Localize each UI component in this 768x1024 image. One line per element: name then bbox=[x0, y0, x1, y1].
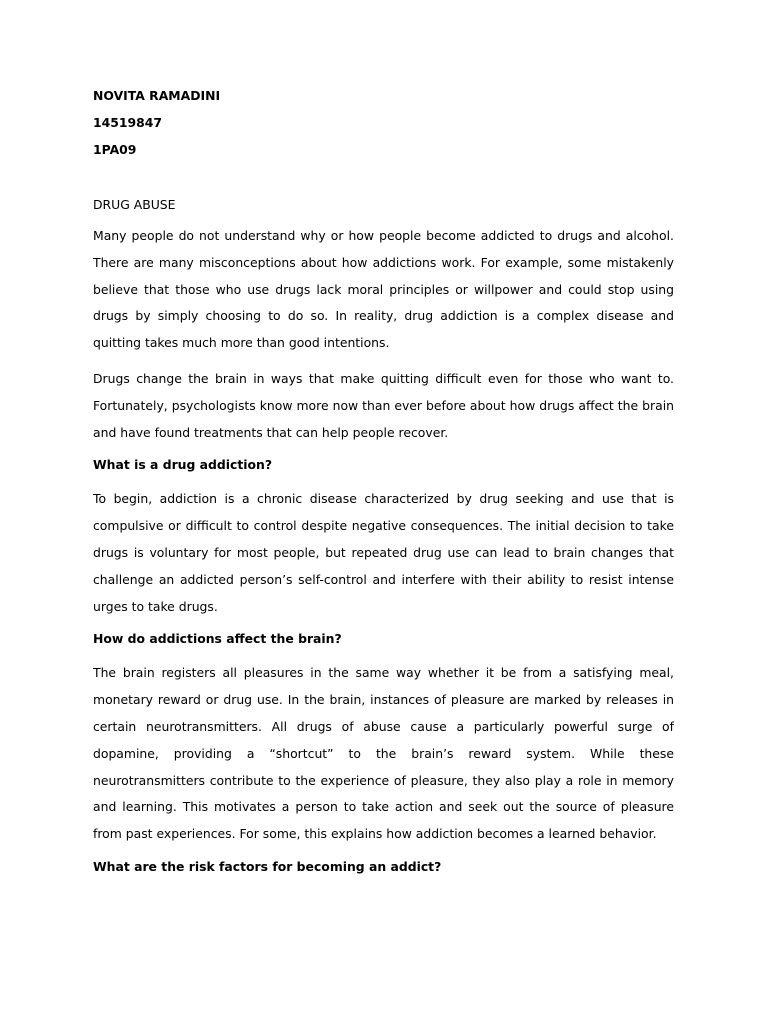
section-paragraph: The brain registers all pleasures in the same way whether it be from a satisfying meal, monetary reward or drug use. In the brain, instances of pleasure are marked by releases in certain neurotransmitters. All drugs of abuse cause a particularly powerful surge of dopamine, providing a “shortcut” to the brain’s reward system. While these neurotransmitters contribute to the experience of pleasure, they also play a role in memory and learning. This motivates a person to take action and seek out the source of pleasure from past experiences. For some, this explains how addiction becomes a learned behavior. bbox=[93, 665, 674, 842]
intro-paragraph: Drugs change the brain in ways that make quitting difficult even for those who want to. Fortunately, psychologists know more now than ever before about how drugs affect the brain and have found treatments that can help people recover. bbox=[93, 370, 674, 440]
section-heading: What are the risk factors for becoming an addict? bbox=[93, 858, 442, 874]
author-name: NOVITA RAMADINI bbox=[93, 88, 221, 103]
section-heading: How do addictions affect the brain? bbox=[93, 631, 342, 647]
document-content bbox=[93, 86, 674, 888]
document-title: DRUG ABUSE bbox=[93, 197, 176, 212]
class-code: 1PA09 bbox=[93, 142, 137, 157]
student-id: 14519847 bbox=[93, 115, 162, 130]
section-heading: What is a drug addiction? bbox=[93, 457, 273, 473]
section-paragraph: To begin, addiction is a chronic disease characterized by drug seeking and use that is compulsive or difficult to control despite negative consequences. The initial decision to take drugs is voluntary for most people, but repeated drug use can lead to brain changes that challenge an addicted person’s self-control and interfere with their ability to resist intense urges to take drugs. bbox=[93, 491, 674, 614]
intro-paragraph: Many people do not understand why or how people become addicted to drugs and alcohol. There are many misconceptions about how addictions work. For example, some mistakenly believe that those who use drugs lack moral principles or willpower and could stop using drugs by simply choosing to do so. In reality, drug addiction is a complex disease and quitting takes much more than good intentions. bbox=[93, 228, 674, 351]
